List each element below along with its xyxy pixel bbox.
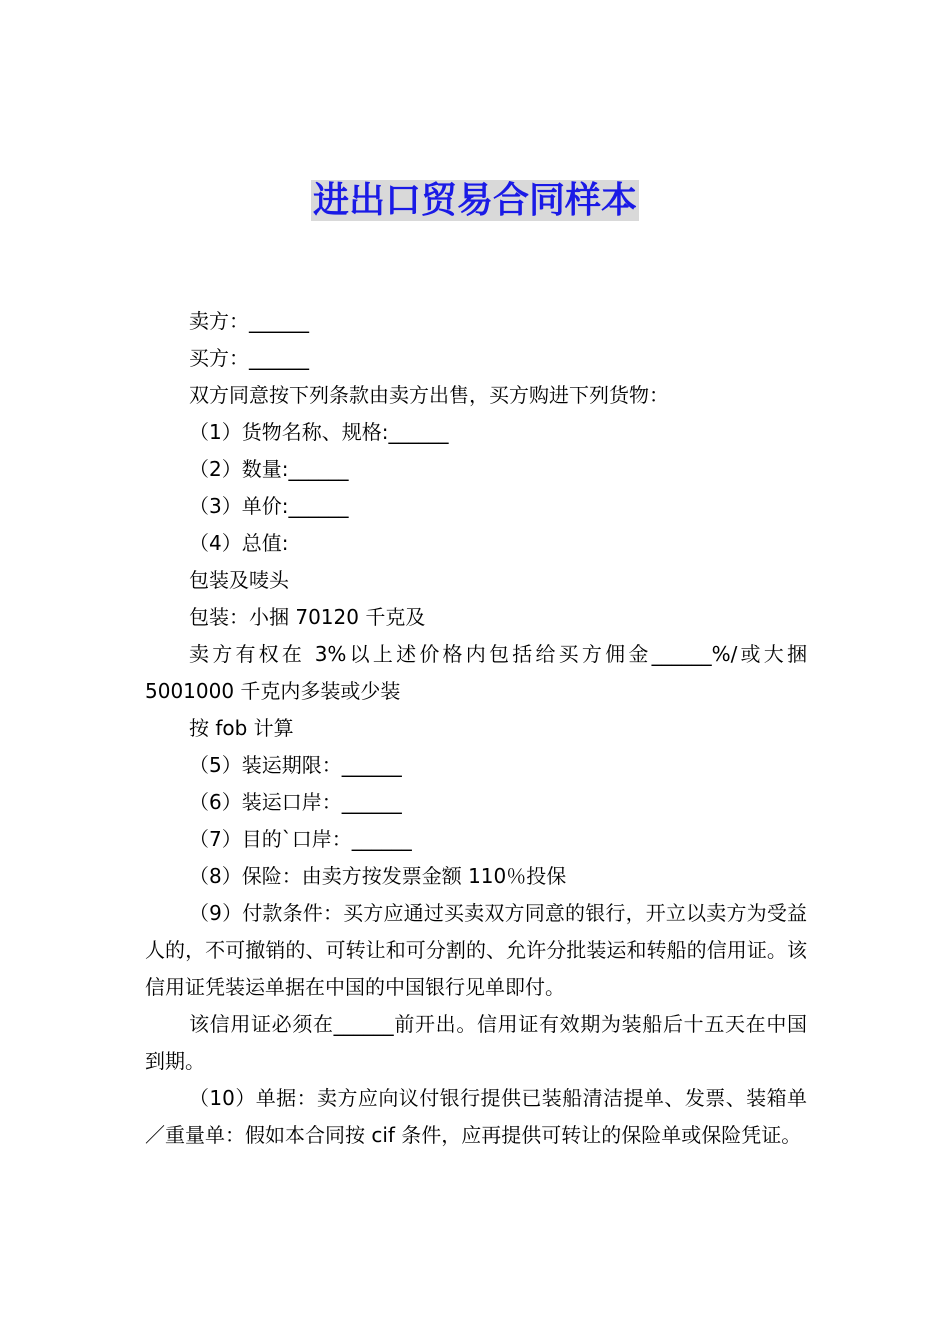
clause-unit-price: （3）单价:______ [189,494,349,518]
seller-line: 卖方：______ [189,309,309,333]
fob-line: 按 fob 计算 [189,716,294,740]
clause-destination-port: （7）目的`口岸：______ [189,827,412,851]
clause-loading-port: （6）装运口岸：______ [189,790,402,814]
clause-total-value: （4）总值: [189,531,289,555]
clause-insurance: （8）保险：由卖方按发票金额 110％投保 [189,864,567,888]
packing-heading: 包装及唛头 [189,568,289,592]
document-body [145,303,814,1154]
clause-payment-terms: （9）付款条件：买方应通过买卖双方同意的银行，开立以卖方为受益人的，不可撤销的、可转让和可分割的、允许分批装运和转船的信用证。该信用证凭装运单据在中国的中国银行见单即付。 [145,901,807,999]
clause-documents: （10）单据：卖方应向议付银行提供已装船清洁提单、发票、装箱单／重量单：假如本合同按 cif 条件，应再提供可转让的保险单或保险凭证。 [145,1086,807,1147]
packing-line: 包装：小捆 70120 千克及 [189,605,426,629]
agreement-intro: 双方同意按下列条款由卖方出售，买方购进下列货物： [189,383,669,407]
commission-paragraph: 卖方有权在 3%以上述价格内包括给买方佣金______%/或大捆 5001000 千克内多装或少装 [145,642,814,703]
buyer-line: 买方：______ [189,346,309,370]
document-title [0,176,950,226]
clause-goods-name: （1）货物名称、规格:______ [189,420,449,444]
clause-shipment-period: （5）装运期限：______ [189,753,402,777]
clause-quantity: （2）数量:______ [189,457,349,481]
credit-validity-paragraph: 该信用证必须在______前开出。信用证有效期为装船后十五天在中国到期。 [145,1012,807,1073]
document-title-text: 进出口贸易合同样本 [312,180,637,221]
